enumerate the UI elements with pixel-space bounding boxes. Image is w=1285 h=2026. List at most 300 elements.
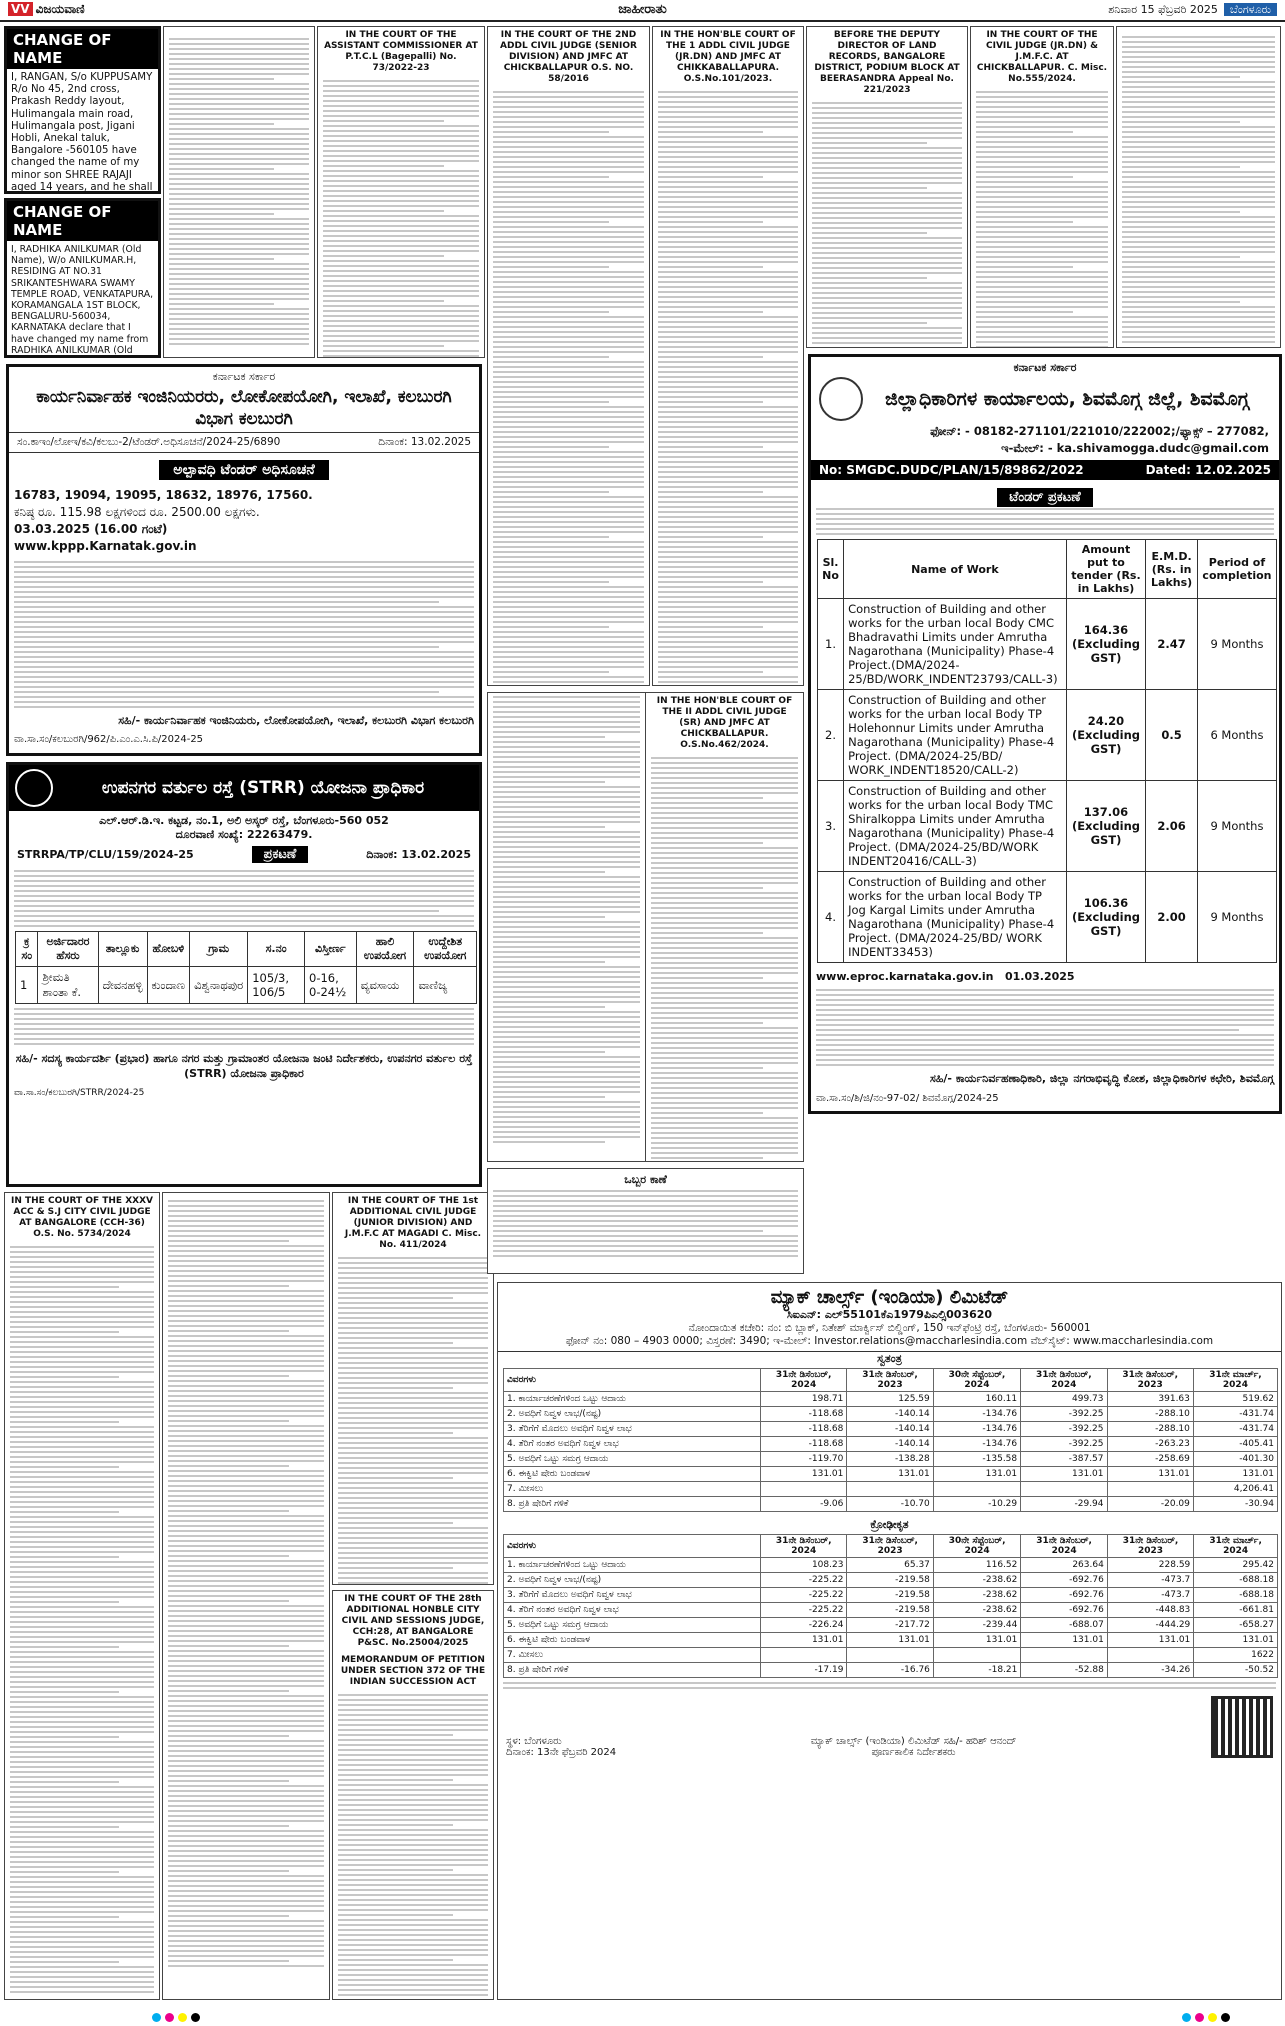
- text-line: [1122, 276, 1275, 278]
- text-line: [493, 106, 644, 108]
- results-row-label: 1. ಕಾರ್ಯಾಚರಣೆಗಳಿಂದ ಒಟ್ಟು ಆದಾಯ: [504, 1558, 761, 1573]
- text-line: [338, 1854, 488, 1856]
- text-line: [323, 160, 479, 162]
- text-line: [493, 856, 640, 858]
- text-line: [168, 1475, 324, 1477]
- text-line: [493, 461, 644, 463]
- text-line: [493, 841, 640, 843]
- text-line: [10, 1426, 154, 1428]
- text-line: [338, 1874, 488, 1876]
- text-line: [976, 301, 1108, 303]
- results-row-label: 6. ಈಕ್ವಿಟಿ ಷೇರು ಬಂಡವಾಳ: [504, 1633, 761, 1648]
- text-line: [10, 1706, 154, 1708]
- text-line: [658, 341, 798, 343]
- text-line: [168, 1550, 324, 1552]
- strr-col-header: ಉದ್ದೇಶಿತ ಉಪಯೋಗ: [414, 932, 477, 967]
- text-line: [10, 1296, 154, 1298]
- results-row-label: 6. ಈಕ್ವಿಟಿ ಷೇರು ಬಂಡವಾಳ: [504, 1467, 761, 1482]
- text-line: [10, 1621, 154, 1623]
- text-line: [493, 921, 640, 923]
- text-line: [338, 1572, 488, 1574]
- text-line: [10, 1746, 154, 1748]
- text-line: [168, 1735, 289, 1737]
- text-line: [493, 1230, 763, 1232]
- text-line: [976, 176, 1073, 178]
- strr-cell: 1: [16, 967, 38, 1004]
- text-line: [651, 912, 798, 914]
- text-line: [658, 251, 798, 253]
- text-line: [651, 962, 798, 964]
- text-line: [493, 776, 640, 778]
- text-line: [1122, 341, 1275, 343]
- text-line: [10, 1636, 154, 1638]
- text-line: [168, 1670, 324, 1672]
- text-line: [812, 122, 962, 124]
- text-line: [338, 1949, 488, 1951]
- text-line: [1122, 181, 1275, 183]
- text-line: [658, 206, 798, 208]
- text-line: [658, 436, 798, 438]
- text-line: [493, 376, 644, 378]
- text-line: [14, 870, 474, 872]
- text-line: [323, 275, 479, 277]
- text-line: [493, 1071, 640, 1073]
- text-line: [651, 997, 798, 999]
- text-line: [976, 316, 1108, 318]
- text-line: [493, 616, 644, 618]
- text-line: [168, 1785, 324, 1787]
- text-line: [168, 1885, 324, 1887]
- text-line: [1122, 286, 1275, 288]
- text-line: [338, 1267, 488, 1269]
- paper-logo: VV ವಿಜಯವಾಣಿ: [8, 2, 85, 17]
- text-line: [658, 491, 763, 493]
- text-line: [658, 441, 798, 443]
- text-line: [168, 1525, 324, 1527]
- text-line: [651, 1067, 763, 1069]
- text-line: [168, 1280, 324, 1282]
- text-line: [338, 1904, 488, 1906]
- works-cell-emd: 2.00: [1146, 872, 1198, 963]
- text-line: [14, 1008, 474, 1010]
- text-line: [338, 1407, 488, 1409]
- text-line: [338, 1804, 488, 1806]
- text-line: [14, 885, 474, 887]
- court-notice-os5734: IN THE COURT OF THE XXXV ACC & S.J CITY CIVIL JUDGE AT BANGALORE (CCH-36) O.S. No. 5734/2024: [4, 1192, 160, 2000]
- text-line: [493, 731, 640, 733]
- strr-emblem-icon: [15, 769, 53, 807]
- text-line: [493, 1195, 798, 1197]
- text-line: [658, 421, 798, 423]
- text-line: [338, 1869, 453, 1871]
- text-line: [493, 576, 644, 578]
- cmyk-registration-bar: [0, 2004, 1285, 2020]
- text-line: [658, 126, 798, 128]
- results-cell: -473.7: [1107, 1588, 1193, 1603]
- results-row-label: 4. ತೆರಿಗೆ ನಂತರ ಅವಧಿಗೆ ನಿವ್ವಳ ಲಾಭ: [504, 1437, 761, 1452]
- text-line: [338, 1984, 488, 1986]
- results-col-header: 31ನೇ ಡಿಸೆಂಬರ್, 2023: [847, 1369, 933, 1392]
- text-line: [493, 96, 644, 98]
- text-line: [168, 1690, 289, 1692]
- text-line: [168, 1700, 324, 1702]
- text-line: [10, 1846, 154, 1848]
- text-line: [493, 1101, 640, 1103]
- text-line: [658, 381, 798, 383]
- text-line: [168, 1665, 324, 1667]
- text-line: [14, 681, 474, 683]
- text-line: [493, 861, 640, 863]
- text-line: [168, 1905, 324, 1907]
- text-line: [1122, 206, 1275, 208]
- text-line: [168, 1465, 289, 1467]
- text-line: [169, 238, 309, 240]
- text-line: [169, 318, 309, 320]
- text-line: [812, 107, 962, 109]
- results-cell: 391.63: [1107, 1392, 1193, 1407]
- text-line: [168, 1820, 324, 1822]
- text-line: [493, 821, 640, 823]
- text-line: [1122, 261, 1275, 263]
- text-line: [493, 601, 644, 603]
- text-line: [10, 1751, 154, 1753]
- text-line: [493, 711, 640, 713]
- strr-col-header: ಅರ್ಜಿದಾರರ ಹೆಸರು: [38, 932, 98, 967]
- text-line: [812, 267, 962, 269]
- text-line: [169, 38, 309, 40]
- text-line: [323, 265, 479, 267]
- text-line: [976, 161, 1108, 163]
- results-col-header: 31ನೇ ಮಾರ್ಚ್, 2024: [1193, 1369, 1277, 1392]
- text-line: [658, 291, 798, 293]
- text-line: [493, 1026, 640, 1028]
- text-line: [323, 305, 479, 307]
- works-cell-period: 9 Months: [1197, 599, 1276, 690]
- text-line: [323, 260, 479, 262]
- text-line: [168, 1535, 324, 1537]
- text-line: [323, 115, 479, 117]
- text-line: [493, 246, 644, 248]
- results-cell: -16.76: [847, 1663, 933, 1678]
- text-line: [976, 271, 1108, 273]
- text-line: [10, 1821, 154, 1823]
- text-line: [10, 1711, 154, 1713]
- text-line: [816, 528, 1274, 530]
- text-line: [493, 591, 644, 593]
- text-line: [658, 241, 798, 243]
- results-cell: -258.69: [1107, 1452, 1193, 1467]
- text-line: [10, 1386, 154, 1388]
- results-cell: 65.37: [847, 1558, 933, 1573]
- text-line: [10, 1551, 154, 1553]
- text-line: [493, 1091, 640, 1093]
- table-row: [504, 1497, 1278, 1512]
- text-line: [169, 258, 274, 260]
- results-row-label: 3. ತೆರಿಗೆಗೆ ಮೊದಲು ಅವಧಿಗೆ ನಿವ್ವಳ ಲಾಭ: [504, 1422, 761, 1437]
- text-line: [169, 278, 309, 280]
- text-line: [812, 327, 962, 329]
- text-line: [976, 201, 1108, 203]
- text-line: [493, 976, 640, 978]
- text-line: [493, 491, 609, 493]
- text-line: [338, 1824, 453, 1826]
- text-line: [493, 566, 644, 568]
- text-line: [1122, 106, 1275, 108]
- text-line: [169, 343, 309, 345]
- text-line: [658, 356, 763, 358]
- assistant-commissioner-notice: IN THE COURT OF THE ASSISTANT COMMISSIONER AT P.T.C.L (Bagepalli) No. 73/2022-23: [317, 26, 485, 358]
- text-line: [1122, 166, 1240, 168]
- results-col-header: 31ನೇ ಡಿಸೆಂಬರ್, 2023: [1107, 1369, 1193, 1392]
- results-cell: 125.59: [847, 1392, 933, 1407]
- text-line: [338, 1272, 488, 1274]
- text-line: [323, 310, 479, 312]
- text-line: [169, 48, 309, 50]
- text-line: [651, 1022, 763, 1024]
- text-line: [658, 286, 798, 288]
- text-line: [493, 156, 644, 158]
- text-line: [168, 1580, 324, 1582]
- strr-cell: ವ್ಯವಸಾಯ: [356, 967, 414, 1004]
- text-line: [169, 263, 309, 265]
- text-line: [493, 411, 644, 413]
- text-line: [323, 240, 479, 242]
- text-line: [658, 171, 798, 173]
- text-line: [658, 461, 798, 463]
- text-line: [493, 1245, 798, 1247]
- text-line: [816, 508, 1274, 510]
- text-line: [10, 1546, 154, 1548]
- text-line: [812, 272, 962, 274]
- text-line: [493, 831, 640, 833]
- text-line: [816, 994, 1274, 996]
- text-line: [658, 531, 798, 533]
- results-cell: -219.58: [847, 1603, 933, 1618]
- text-line: [503, 1687, 1276, 1689]
- text-line: [169, 293, 309, 295]
- text-line: [976, 91, 1108, 93]
- text-line: [168, 1765, 324, 1767]
- text-line: [10, 1416, 154, 1418]
- text-line: [493, 541, 644, 543]
- text-line: [493, 431, 644, 433]
- text-line: [812, 202, 962, 204]
- land-records-appeal: BEFORE THE DEPUTY DIRECTOR OF LAND RECORDS, BANGALORE DISTRICT, PODIUM BLOCK AT BEERASANDRA Appeal No. 221/2023: [806, 26, 968, 348]
- text-line: [168, 1355, 324, 1357]
- text-line: [169, 213, 274, 215]
- text-line: [651, 982, 798, 984]
- text-line: [14, 586, 474, 588]
- text-line: [10, 1921, 154, 1923]
- text-line: [812, 312, 962, 314]
- text-line: [168, 1275, 324, 1277]
- results-cell: -10.29: [933, 1497, 1020, 1512]
- text-line: [168, 1490, 324, 1492]
- text-line: [651, 807, 798, 809]
- text-line: [651, 917, 798, 919]
- text-line: [168, 1600, 289, 1602]
- text-line: [14, 691, 439, 693]
- table-row: [504, 1482, 1278, 1497]
- text-line: [168, 1870, 289, 1872]
- results-cell: -288.10: [1107, 1422, 1193, 1437]
- text-line: [168, 1210, 324, 1212]
- text-line: [493, 221, 609, 223]
- text-line: [10, 1981, 154, 1983]
- text-line: [169, 148, 309, 150]
- text-line: [493, 521, 644, 523]
- text-line: [1122, 326, 1275, 328]
- text-line: [14, 641, 474, 643]
- text-line: [658, 586, 798, 588]
- text-line: [169, 143, 309, 145]
- text-line: [168, 1315, 324, 1317]
- text-line: [493, 1225, 798, 1227]
- text-line: [168, 1250, 324, 1252]
- text-line: [493, 881, 640, 883]
- text-line: [169, 328, 309, 330]
- text-line: [168, 1245, 324, 1247]
- text-line: [323, 205, 479, 207]
- text-line: [658, 321, 798, 323]
- text-line: [10, 1256, 154, 1258]
- text-line: [338, 1894, 488, 1896]
- text-line: [651, 942, 798, 944]
- text-line: [812, 157, 962, 159]
- text-line: [168, 1220, 324, 1222]
- table-row: [504, 1663, 1278, 1678]
- text-line: [168, 1635, 324, 1637]
- results-row-label: 5. ಅವಧಿಗೆ ಒಟ್ಟು ಸಮಗ್ರ ಆದಾಯ: [504, 1452, 761, 1467]
- works-cell-amount: 164.36 (Excluding GST): [1066, 599, 1146, 690]
- text-line: [338, 1347, 488, 1349]
- text-line: [323, 80, 479, 82]
- strr-cell: ಶ್ರೀಮತಿ ಶಾಂತಾ ಕೆ.: [38, 967, 98, 1004]
- text-line: [976, 266, 1073, 268]
- text-line: [169, 73, 309, 75]
- text-line: [651, 1077, 798, 1079]
- text-line: [651, 867, 798, 869]
- text-line: [493, 666, 644, 668]
- results-cell: -431.74: [1193, 1422, 1277, 1437]
- text-line: [658, 311, 763, 313]
- text-line: [10, 1851, 154, 1853]
- text-line: [10, 1616, 154, 1618]
- text-line: [812, 337, 962, 339]
- text-line: [816, 1019, 1274, 1021]
- text-line: [816, 999, 1274, 1001]
- text-line: [10, 1576, 154, 1578]
- text-line: [14, 591, 474, 593]
- results-cell: 131.01: [1021, 1633, 1107, 1648]
- text-line: [816, 1014, 1274, 1016]
- text-line: [338, 1497, 488, 1499]
- text-line: [14, 915, 474, 917]
- text-line: [493, 1006, 605, 1008]
- text-line: [338, 1387, 453, 1389]
- results-row-label: 1. ಕಾರ್ಯಾಚರಣೆಗಳಿಂದ ಒಟ್ಟು ಆದಾಯ: [504, 1392, 761, 1407]
- text-line: [323, 85, 479, 87]
- text-line: [976, 136, 1108, 138]
- text-line: [10, 1966, 154, 1968]
- text-line: [1122, 81, 1275, 83]
- text-line: [976, 106, 1108, 108]
- works-col-header: Name of Work: [844, 540, 1067, 599]
- text-line: [658, 446, 763, 448]
- text-line: [493, 1240, 798, 1242]
- text-line: [651, 1142, 798, 1144]
- text-line: [10, 1811, 154, 1813]
- text-line: [976, 336, 1108, 338]
- text-line: [10, 1731, 154, 1733]
- results-cell: 108.23: [761, 1558, 847, 1573]
- text-line: [323, 345, 444, 347]
- text-line: [493, 1046, 640, 1048]
- text-line: [338, 1567, 453, 1569]
- text-line: [168, 1565, 324, 1567]
- text-line: [658, 111, 798, 113]
- text-line: [168, 1755, 324, 1757]
- text-line: [168, 1815, 324, 1817]
- text-line: [658, 611, 798, 613]
- results-cell: -658.27: [1194, 1618, 1278, 1633]
- text-line: [168, 1540, 324, 1542]
- text-line: [168, 1310, 324, 1312]
- results-cell: -688.18: [1194, 1573, 1278, 1588]
- text-line: [168, 1365, 324, 1367]
- text-line: [651, 1127, 798, 1129]
- text-line: [658, 536, 763, 538]
- text-line: [493, 291, 644, 293]
- text-line: [651, 1097, 798, 1099]
- text-line: [338, 1547, 488, 1549]
- text-line: [976, 151, 1108, 153]
- text-line: [323, 95, 479, 97]
- text-line: [658, 651, 798, 653]
- text-line: [14, 571, 474, 573]
- text-line: [658, 186, 798, 188]
- text-line: [338, 1297, 453, 1299]
- text-line: [812, 232, 927, 234]
- results-cell: -135.58: [933, 1452, 1020, 1467]
- text-line: [10, 1471, 154, 1473]
- text-line: [168, 1420, 289, 1422]
- text-line: [10, 1761, 154, 1763]
- text-line: [169, 243, 309, 245]
- text-line: [168, 1330, 289, 1332]
- text-line: [493, 1106, 640, 1108]
- text-line: [1122, 111, 1275, 113]
- text-line: [338, 1322, 488, 1324]
- text-line: [323, 180, 479, 182]
- text-line: [338, 1482, 488, 1484]
- text-line: [323, 320, 479, 322]
- text-line: [338, 1352, 488, 1354]
- works-col-header: E.M.D. (Rs. in Lakhs): [1146, 540, 1198, 599]
- text-line: [168, 1720, 324, 1722]
- text-line: [658, 261, 798, 263]
- text-line: [1122, 281, 1275, 283]
- text-line: [10, 1496, 154, 1498]
- results-cell: [1107, 1648, 1193, 1663]
- text-line: [493, 526, 644, 528]
- text-line: [493, 346, 644, 348]
- text-line: [169, 338, 309, 340]
- text-line: [168, 1890, 324, 1892]
- text-line: [1122, 71, 1275, 73]
- text-line: [493, 641, 644, 643]
- text-line: [658, 486, 798, 488]
